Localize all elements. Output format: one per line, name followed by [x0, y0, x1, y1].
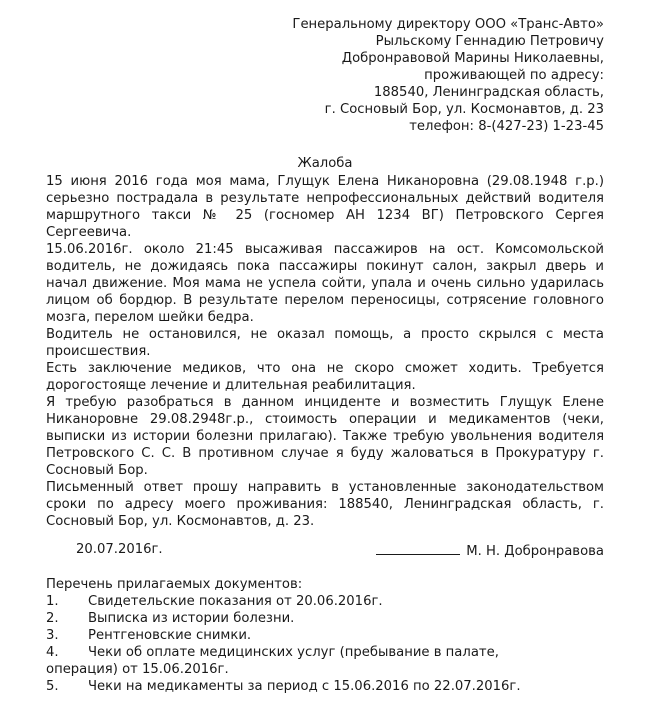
body-paragraph: Я требую разобраться в данном инциденте и возместить Глущук Елене Никаноровне 29.08.2948г.р., стоимость операции и медикаментов (чеки, выписки из истории болезни прилагаю). Также требую увольнения водителя Петровского С. С. В противном случае я буду жаловаться в Прокуратуру г. Сосновый Бор.: [46, 395, 604, 478]
list-item-text: Чеки на медикаменты за период с 15.06.2016 по 22.07.2016г.: [88, 679, 521, 694]
signature-date: 20.07.2016г.: [76, 542, 163, 557]
list-item-number: 4.: [46, 645, 59, 660]
list-item-continuation: операция) от 15.06.2016г.: [46, 662, 229, 677]
header-line: Генеральному директору ООО «Транс-Авто»: [292, 17, 604, 32]
attachments-list: [46, 576, 566, 695]
header-line: г. Сосновый Бор, ул. Космонавтов, д. 23: [324, 102, 604, 117]
header-line: 188540, Ленинградская область,: [373, 85, 604, 100]
addressee-block: [292, 16, 604, 135]
list-item-text: Свидетельские показания от 20.06.2016г.: [88, 594, 383, 609]
document-title: Жалоба: [297, 156, 353, 171]
signature-row: [76, 541, 604, 558]
list-item-number: 3.: [46, 628, 59, 643]
body-paragraph: 15.06.2016г. около 21:45 высаживая пассажиров на ост. Комсомольской водитель, не дожидаясь пока пассажиры покинут салон, закрыл дверь и начал движение. Моя мама не успела сойти, упала и очень сильно ударилась лицом об бордюр. В результате перелом переносицы, сотрясение головного мозга, перелом шейки бедра.: [46, 242, 604, 325]
list-item-text: Рентгеновские снимки.: [88, 628, 252, 643]
list-item: [46, 644, 566, 661]
list-item-number: 5.: [46, 679, 59, 694]
list-item-text: Выписка из истории болезни.: [88, 611, 295, 626]
body-paragraph: Есть заключение медиков, что она не скоро сможет ходить. Требуется дорогостояще лечение и длительная реабилитация.: [46, 361, 604, 393]
list-item: [46, 678, 566, 695]
attachments-heading: Перечень прилагаемых документов:: [46, 577, 303, 592]
list-item-number: 1.: [46, 594, 59, 609]
body-paragraph: 15 июня 2016 года моя мама, Глущук Елена Никаноровна (29.08.1948 г.р.) серьезно пострадала в результате непрофессиональных действий водителя маршрутного такси № 25 (госномер АН 1234 ВГ) Петровского Сергея Сергеевича.: [46, 174, 604, 240]
header-line: Рыльскому Геннадию Петровичу: [375, 34, 604, 49]
list-item: [46, 610, 566, 627]
signature-name: М. Н. Добронравова: [466, 544, 604, 559]
list-item-number: 2.: [46, 611, 59, 626]
header-line: телефон: 8-(427-23) 1-23-45: [409, 119, 604, 134]
list-item: [46, 627, 566, 644]
list-item-text: Чеки об оплате медицинских услуг (пребывание в палате,: [88, 645, 499, 660]
body-paragraph: Письменный ответ прошу направить в установленные законодательством сроки по адресу моего проживания: 188540, Ленинградская область, г. Сосновый Бор, ул. Космонавтов, д. 23.: [46, 480, 604, 529]
header-line: Добронравовой Марины Николаевны,: [341, 51, 604, 66]
header-line: проживающей по адресу:: [424, 68, 604, 83]
body-paragraph: Водитель не остановился, не оказал помощь, а просто скрылся с места происшествия.: [46, 327, 604, 359]
list-item: [46, 593, 566, 610]
signature-block: [376, 541, 604, 560]
signature-line: [376, 541, 460, 555]
complaint-body: [46, 173, 604, 530]
